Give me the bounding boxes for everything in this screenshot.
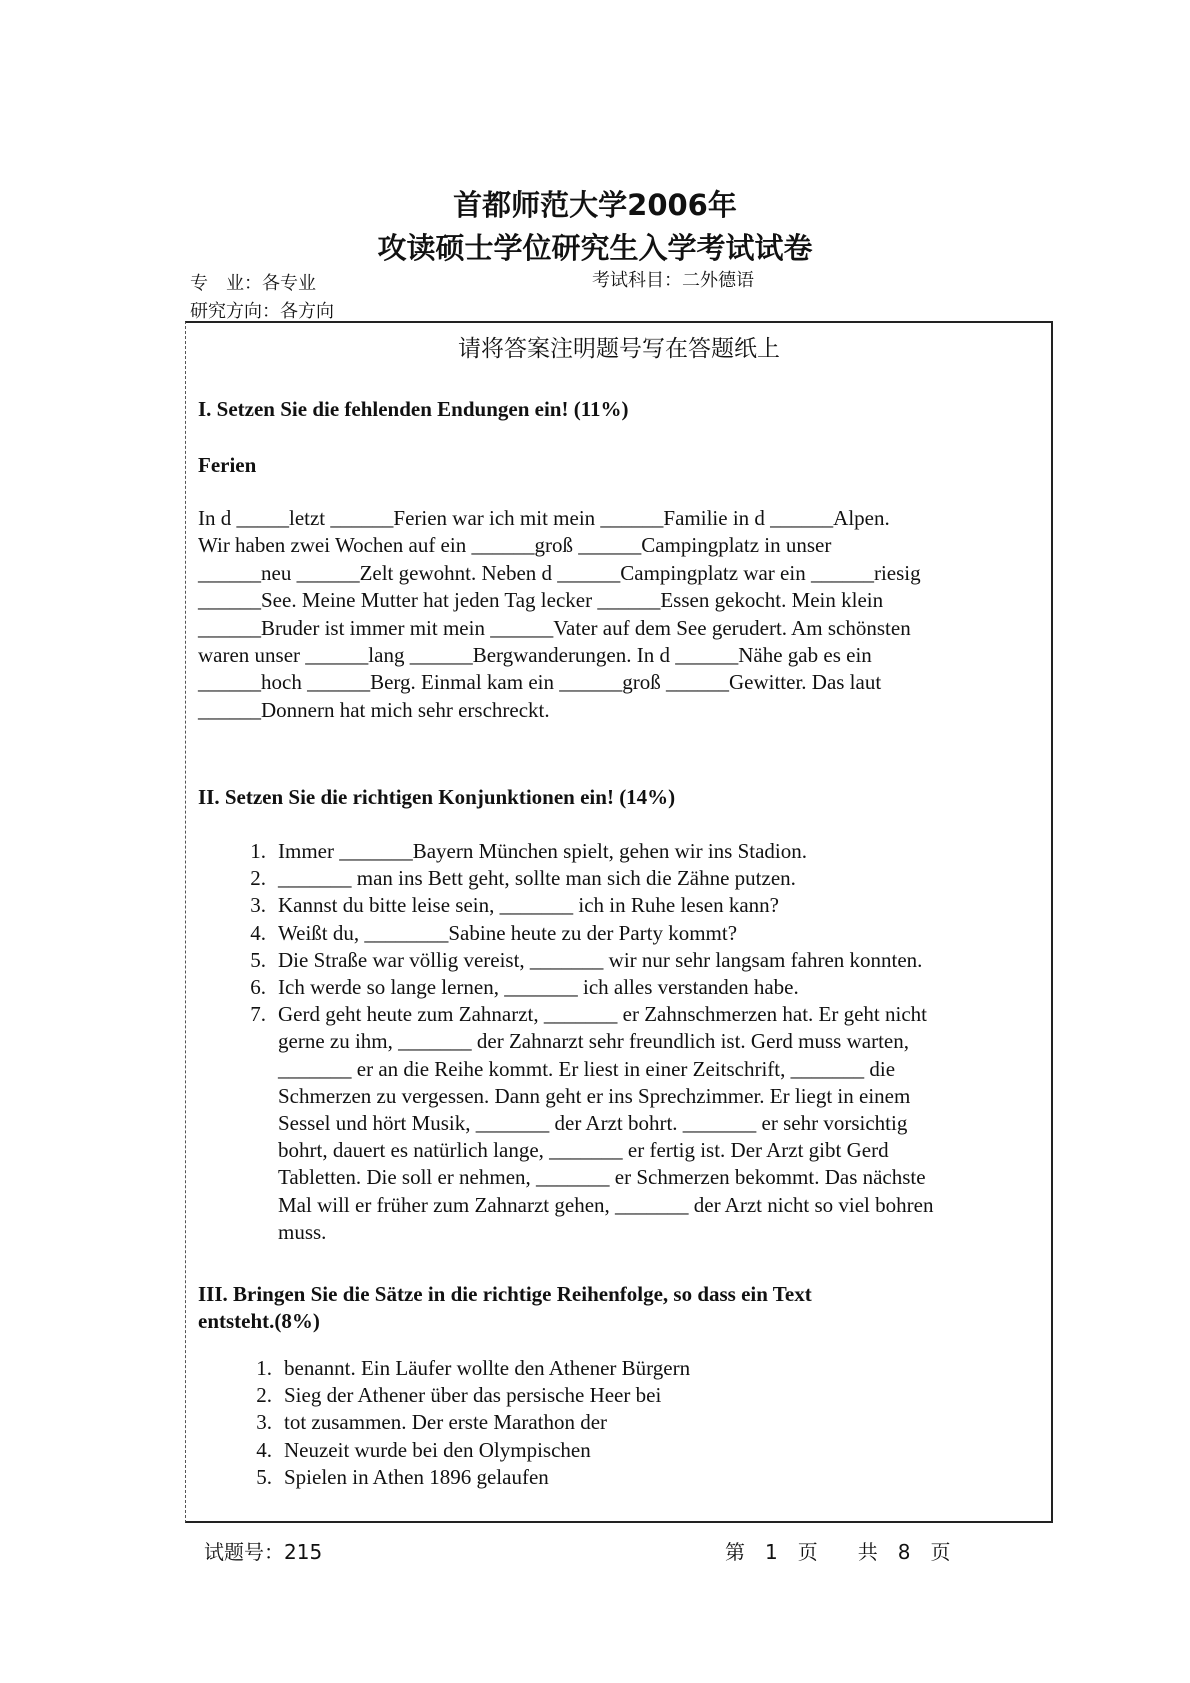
item-text: Mal will er früher zum Zahnarzt gehen, _______ der Arzt nicht so viel bohren: [278, 1192, 934, 1217]
section2-heading: II. Setzen Sie die richtigen Konjunktionen ein! (14%): [198, 785, 676, 809]
item-number: 3.: [250, 893, 266, 918]
section1-subtitle: Ferien: [198, 453, 257, 477]
footer-code: 试题号：215: [204, 1540, 323, 1564]
item-number: [230, 1028, 278, 1055]
list-item: [236, 1409, 690, 1436]
item-number: [230, 1192, 278, 1219]
item-text: Sieg der Athener über das persische Heer bei: [284, 1383, 662, 1408]
item-text: Schmerzen zu vergessen. Dann geht er ins Sprechzimmer. Er liegt in einem: [278, 1083, 911, 1108]
text-line: waren unser ______lang ______Bergwanderungen. In d ______Nähe gab es ein: [198, 643, 872, 668]
list-item: [230, 892, 933, 919]
title-exam: 攻读硕士学位研究生入学考试试卷: [377, 231, 813, 265]
item-number: [230, 1137, 278, 1164]
item-number: 6.: [250, 975, 266, 1000]
item-text: Spielen in Athen 1896 gelaufen: [284, 1464, 549, 1489]
item-number: 5.: [256, 1464, 272, 1489]
section1-heading: I. Setzen Sie die fehlenden Endungen ein! (11%): [198, 397, 629, 421]
item-number: 5.: [250, 947, 266, 972]
item-text: Ich werde so lange lernen, _______ ich alles verstanden habe.: [278, 975, 799, 1000]
item-text: Kannst du bitte leise sein, _______ ich in Ruhe lesen kann?: [278, 893, 779, 918]
text-line: ______hoch ______Berg. Einmal kam ein ______groß ______Gewitter. Das laut: [198, 670, 882, 695]
item-text: _______ er an die Reihe kommt. Er liest in einer Zeitschrift, _______ die: [278, 1056, 896, 1081]
item-number: 1.: [250, 839, 266, 863]
item-number: [230, 1083, 278, 1110]
item-number: 3.: [256, 1410, 272, 1435]
item-text: Neuzeit wurde bei den Olympischen: [284, 1437, 591, 1462]
item-number: 1.: [256, 1356, 272, 1380]
item-text: tot zusammen. Der erste Marathon der: [284, 1410, 608, 1435]
item-text: Die Straße war völlig vereist, _______ wir nur sehr langsam fahren konnten.: [278, 947, 923, 972]
direction: 研究方向：各方向: [190, 301, 334, 322]
text-line: ______See. Meine Mutter hat jeden Tag lecker ______Essen gekocht. Mein klein: [198, 588, 884, 613]
section1-text: [198, 505, 1028, 724]
section3-list: [236, 1355, 690, 1491]
section3-heading-cont: entsteht.(8%): [198, 1309, 320, 1333]
item-number: 4.: [250, 920, 266, 945]
list-item: [230, 947, 933, 974]
item-text: Tabletten. Die soll er nehmen, _______ er Schmerzen bekommt. Das nächste: [278, 1165, 926, 1190]
list-item: [230, 1192, 933, 1219]
text-line: ______Donnern hat mich sehr erschreckt.: [198, 697, 550, 722]
list-item: [230, 1137, 933, 1164]
list-item: [236, 1437, 690, 1464]
subject: 考试科目：二外德语: [592, 270, 754, 291]
item-text: muss.: [278, 1219, 327, 1244]
list-item: [236, 1382, 690, 1409]
list-item: [236, 1464, 690, 1491]
list-item: [230, 1110, 933, 1137]
list-item: [230, 1164, 933, 1191]
item-number: [230, 1110, 278, 1137]
major: 专 业：各专业: [190, 273, 316, 294]
item-text: gerne zu ihm, _______ der Zahnarzt sehr freundlich ist. Gerd muss warten,: [278, 1029, 909, 1054]
text-line: Wir haben zwei Wochen auf ein ______groß ______Campingplatz in unser: [198, 533, 832, 558]
item-text: Weißt du, ________Sabine heute zu der Party kommt?: [278, 920, 738, 945]
item-text: benannt. Ein Läufer wollte den Athener Bürgern: [284, 1356, 691, 1380]
list-item: [230, 1028, 933, 1055]
item-number: 7.: [250, 1002, 266, 1027]
list-item: [230, 838, 933, 865]
item-number: 4.: [256, 1437, 272, 1462]
item-number: 2.: [250, 866, 266, 891]
item-number: [230, 1164, 278, 1191]
item-text: _______ man ins Bett geht, sollte man sich die Zähne putzen.: [278, 866, 796, 891]
list-item: [230, 1083, 933, 1110]
text-line: ______neu ______Zelt gewohnt. Neben d ______Campingplatz war ein ______riesig: [198, 560, 921, 585]
text-line: ______Bruder ist immer mit mein ______Vater auf dem See gerudert. Am schönsten: [198, 615, 911, 640]
text-line: In d _____letzt ______Ferien war ich mit mein ______Familie in d ______Alpen.: [198, 506, 890, 530]
section2-list: [230, 838, 933, 1246]
list-item: [236, 1355, 690, 1382]
item-text: bohrt, dauert es natürlich lange, _______ er fertig ist. Der Arzt gibt Gerd: [278, 1138, 889, 1163]
list-item: [230, 1056, 933, 1083]
section3-heading: III. Bringen Sie die Sätze in die richtige Reihenfolge, so dass ein Text: [198, 1282, 812, 1306]
list-item: [230, 1001, 933, 1028]
item-text: Immer _______Bayern München spielt, gehen wir ins Stadion.: [278, 839, 807, 863]
item-text: Sessel und hört Musik, _______ der Arzt bohrt. _______ er sehr vorsichtig: [278, 1111, 908, 1136]
list-item: [230, 974, 933, 1001]
title-university: 首都师范大学2006年: [453, 188, 737, 222]
item-number: [230, 1056, 278, 1083]
list-item: [230, 1219, 933, 1246]
item-number: 2.: [256, 1383, 272, 1408]
item-number: [230, 1219, 278, 1246]
item-text: Gerd geht heute zum Zahnarzt, _______ er Zahnschmerzen hat. Er geht nicht: [278, 1002, 928, 1027]
footer-page: 第 1 页 共 8 页: [725, 1540, 951, 1564]
notice: 请将答案注明题号写在答题纸上: [458, 336, 780, 362]
list-item: [230, 865, 933, 892]
list-item: [230, 920, 933, 947]
